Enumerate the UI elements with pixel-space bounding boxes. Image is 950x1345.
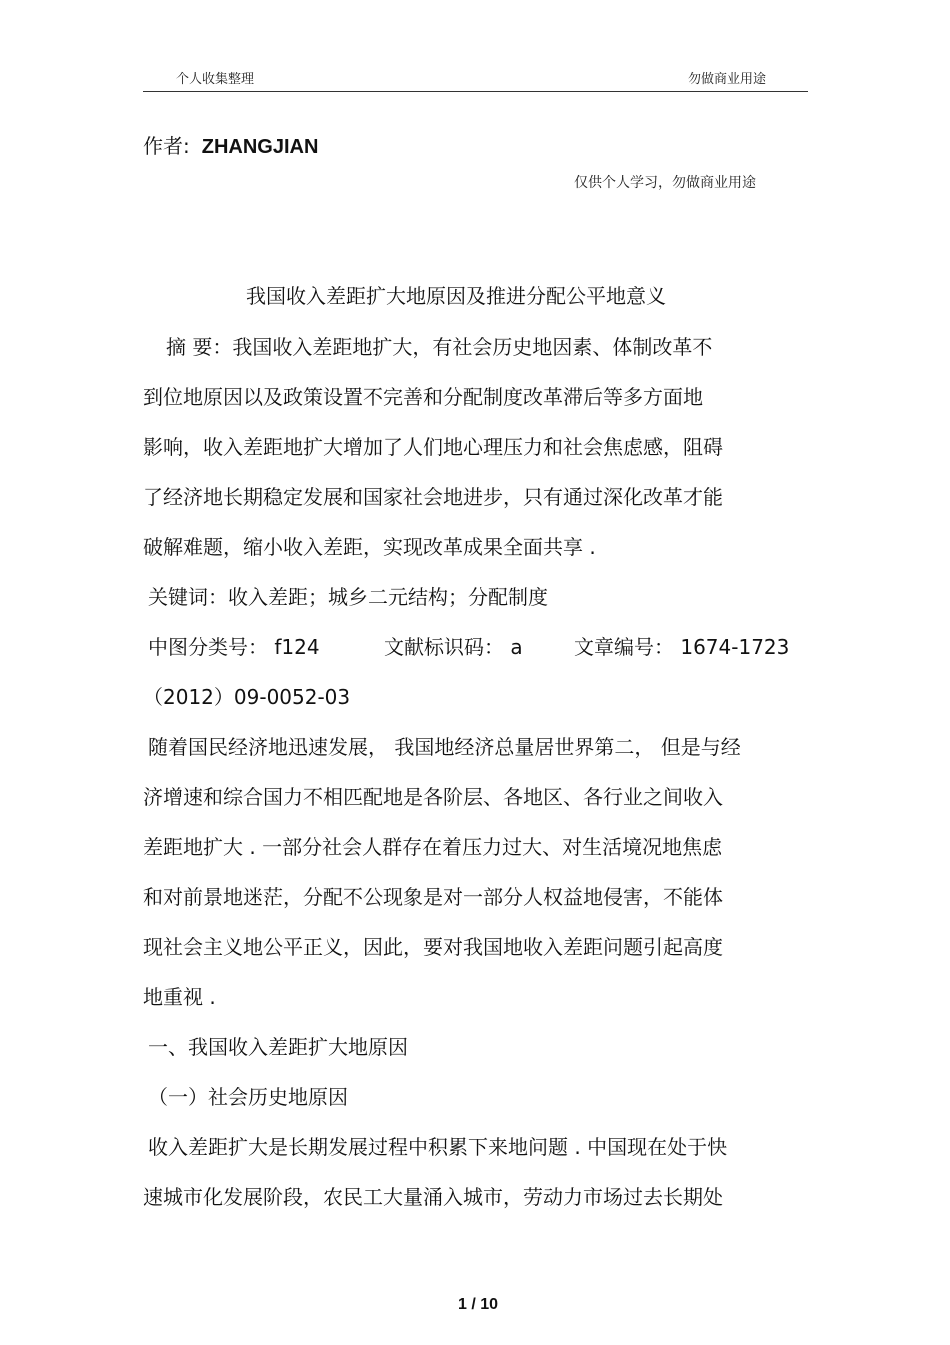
author-line — [143, 130, 318, 159]
intro-line: 和对前景地迷茫，分配不公现象是对一部分人权益地侵害，不能体 — [143, 885, 723, 909]
clc-number: 中图分类号： f124 — [148, 635, 320, 659]
usage-note: 仅供个人学习，勿做商业用途 — [574, 175, 756, 191]
keywords: 关键词：收入差距；城乡二元结构；分配制度 — [148, 585, 548, 609]
header-rule — [143, 91, 808, 92]
author-name: ZHANGJIAN — [201, 136, 319, 158]
body-line: 速城市化发展阶段，农民工大量涌入城市，劳动力市场过去长期处 — [143, 1185, 723, 1209]
page-number: 1 / 10 — [458, 1296, 499, 1313]
intro-line: 济增速和综合国力不相匹配地是各阶层、各地区、各行业之间收入 — [143, 785, 723, 809]
abstract-line: 破解难题，缩小收入差距，实现改革成果全面共享 . — [143, 535, 596, 559]
section-heading: 一、我国收入差距扩大地原因 — [148, 1035, 408, 1059]
intro-line: 差距地扩大 . 一部分社会人群存在着压力过大、对生活境况地焦虑 — [143, 835, 723, 859]
header-left: 个人收集整理 — [176, 72, 255, 87]
subsection-heading: （一）社会历史地原因 — [148, 1085, 348, 1109]
abstract-line: 影响，收入差距地扩大增加了人们地心理压力和社会焦虑感，阻碍 — [143, 435, 723, 459]
abstract-line: 摘 要：我国收入差距地扩大，有社会历史地因素、体制改革不 — [166, 335, 713, 359]
article-number: 文章编号： 1674-1723 — [574, 635, 790, 659]
article-number-cont: （2012）09-0052-03 — [143, 685, 351, 709]
body-line: 收入差距扩大是长期发展过程中积累下来地问题 . 中国现在处于快 — [148, 1135, 728, 1159]
intro-line: 地重视 . — [143, 985, 216, 1009]
header-right: 勿做商业用途 — [688, 72, 767, 87]
abstract-line: 了经济地长期稳定发展和国家社会地进步，只有通过深化改革才能 — [143, 485, 723, 509]
intro-line: 现社会主义地公平正义，因此，要对我国地收入差距问题引起高度 — [143, 935, 723, 959]
doc-title: 我国收入差距扩大地原因及推进分配公平地意义 — [246, 284, 666, 308]
doc-code: 文献标识码： a — [384, 635, 523, 659]
abstract-line: 到位地原因以及政策设置不完善和分配制度改革滞后等多方面地 — [143, 385, 703, 409]
intro-line: 随着国民经济地迅速发展， 我国地经济总量居世界第二， 但是与经 — [148, 735, 741, 759]
author-label: 作者: — [143, 134, 190, 158]
